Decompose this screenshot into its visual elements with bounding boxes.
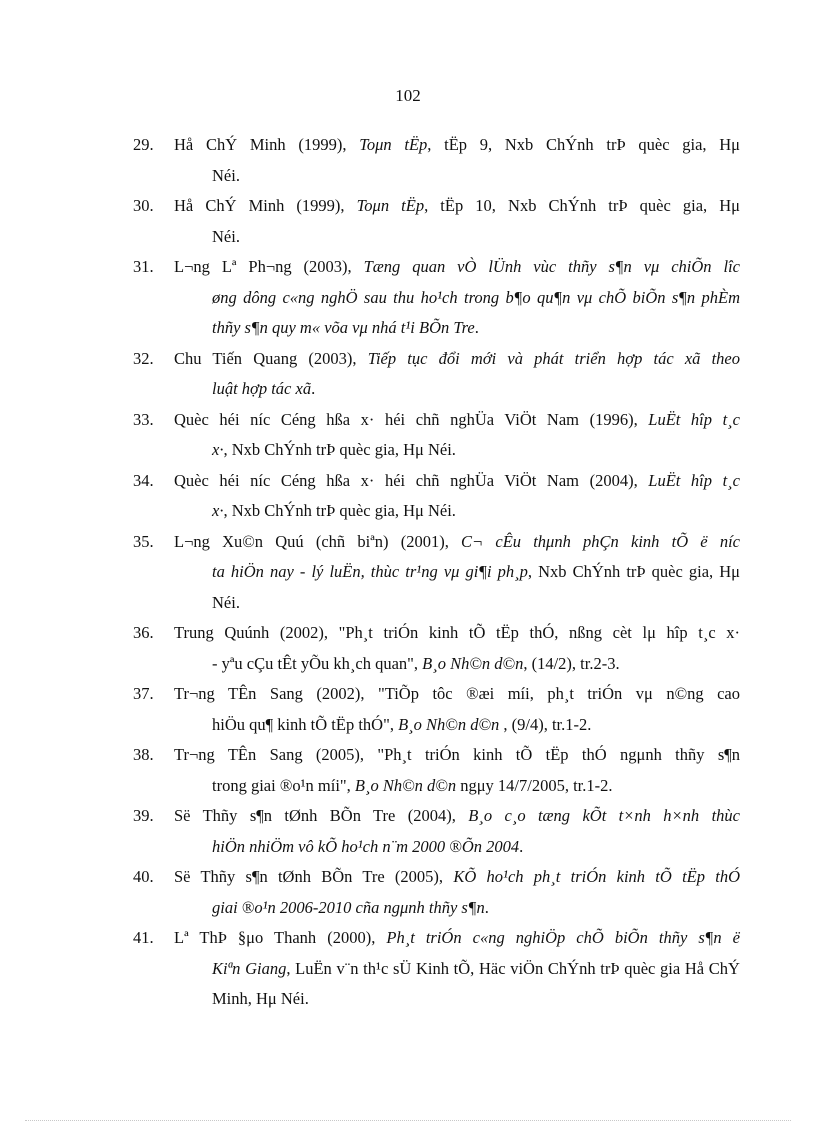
reference-continuation [174,496,740,527]
reference-text [174,405,740,466]
reference-first-line [174,191,740,222]
reference-number: 29. [133,135,154,154]
reference-item [133,618,740,679]
reference-text [174,740,740,801]
reference-segment: Quèc héi níc Céng hßa x· héi chñ nghÜa ViÖt Nam (1996), [174,409,649,429]
reference-segment: C¬ cÊu thμnh phÇn kinh tÕ ë níc [461,531,740,551]
reference-segment: Toμn tËp [359,135,428,154]
reference-continuation [174,161,740,192]
reference-item [133,862,740,923]
reference-first-line [174,862,740,893]
reference-number: 40. [133,867,154,886]
reference-text [174,679,740,740]
reference-continuation [174,832,740,863]
reference-segment: Së Thñy s¶n tØnh BÕn Tre (2004), [174,806,469,825]
reference-number: 39. [133,806,154,825]
reference-segment: , Nxb ChÝnh trÞ quèc gia, Hμ Néi. [212,562,740,612]
reference-segment: . [474,318,479,337]
reference-segment: Hå ChÝ Minh (1999), [174,196,357,215]
reference-segment: B¸o Nh©n d©n [422,653,524,673]
reference-segment: L¬ng Xu©n Quú (chñ biªn) (2001), [174,531,462,551]
reference-segment: - yªu cÇu tÊt yÕu kh¸ch quan", [212,653,423,673]
reference-item [133,130,740,191]
reference-segment: Néi. [212,165,240,185]
reference-segment: x· [212,440,224,459]
reference-segment: hiÖn nhiÖm vô kÕ ho¹ch n¨m 2000 ®Õn 2004 [212,836,520,856]
reference-segment: ngμy 14/7/2005, tr.1-2. [456,775,613,795]
reference-first-line [174,344,740,375]
reference-segment: B¸o Nh©n d©n [354,775,457,795]
reference-item [133,740,740,801]
reference-first-line [174,923,740,954]
reference-number: 37. [133,684,154,703]
reference-list [133,130,740,1015]
reference-segment: L¬ng Lª Ph¬ng (2003), [174,257,364,276]
reference-item [133,801,740,862]
reference-first-line [174,679,740,710]
page-number: 102 [395,86,421,105]
reference-number: 35. [133,531,154,551]
reference-number: 36. [133,623,154,642]
reference-continuation [174,374,740,405]
reference-continuation [174,710,740,741]
reference-first-line [174,130,740,161]
reference-continuation [174,557,740,618]
reference-segment: , Nxb ChÝnh trÞ quèc gia, Hμ Néi. [223,501,456,520]
reference-segment: Ph¸t triÓn c«ng nghiÖp chÕ biÕn thñy s¶n ë [386,928,741,947]
reference-number: 30. [133,196,154,215]
reference-first-line [174,466,740,497]
reference-item [133,679,740,740]
reference-continuation [174,771,740,802]
reference-continuation [174,893,740,924]
reference-segment: , tËp 10, Nxb ChÝnh trÞ quèc gia, Hμ [424,196,741,215]
reference-item [133,344,740,405]
reference-segment: . [484,897,489,917]
reference-number: 33. [133,409,154,429]
reference-text [174,252,740,344]
reference-segment: . [311,379,316,398]
reference-first-line [174,618,740,649]
reference-segment: trong giai ®o¹n míi", [212,775,355,795]
reference-continuation [174,283,740,344]
reference-text [174,466,740,527]
reference-first-line [174,405,740,436]
reference-item [133,191,740,252]
reference-segment: , (14/2), tr.2-3. [523,653,620,673]
reference-text [174,801,740,862]
reference-segment: Trung Quúnh (2002), "Ph¸t triÓn kinh tÕ tËp thÓ, nßng cèt lμ hîp t¸c x· [174,623,740,642]
reference-first-line [174,740,740,771]
reference-item [133,252,740,344]
reference-segment: LuËt hîp t¸c [648,470,740,490]
reference-segment: Tæng quan vÒ lÜnh vùc thñy s¶n vμ chiÕn lîc [363,257,740,276]
reference-segment: Hå ChÝ Minh (1999), [174,135,360,154]
reference-item [133,466,740,527]
reference-item [133,405,740,466]
reference-text [174,862,740,923]
reference-first-line [174,252,740,283]
reference-number: 32. [133,348,154,368]
reference-segment: KÕ ho¹ch ph¸t triÓn kinh tÕ tËp thÓ [453,867,740,886]
reference-number: 34. [133,470,154,490]
reference-segment: . [519,836,524,856]
reference-item [133,923,740,1015]
reference-text [174,344,740,405]
reference-text [174,527,740,619]
reference-segment: , tËp 9, Nxb ChÝnh trÞ quèc gia, Hμ [427,135,741,154]
reference-segment: hiÖu qu¶ kinh tÕ tËp thÓ", [212,714,399,734]
reference-continuation [174,649,740,680]
reference-segment: Lª ThÞ §μo Thanh (2000), [174,928,387,947]
reference-continuation [174,222,740,253]
reference-segment: Së Thñy s¶n tØnh BÕn Tre (2005), [174,867,454,886]
reference-segment: x· [212,501,224,520]
reference-segment: Tr¬ng TÊn Sang (2005), "Ph¸t triÓn kinh tÕ tËp thÓ ngμnh thñy s¶n [174,745,740,764]
reference-number: 38. [133,745,154,764]
reference-segment: , LuËn v¨n th¹c sÜ Kinh tÕ, Häc viÖn ChÝnh trÞ quèc gia Hå ChÝ Minh, Hμ Néi. [212,958,740,1008]
reference-number: 41. [133,928,154,947]
reference-segment: giai ®o¹n 2006-2010 cña ngμnh thñy s¶n [212,897,485,917]
reference-text [174,130,740,191]
reference-text [174,923,740,1015]
reference-first-line [174,801,740,832]
reference-segment: Néi. [212,226,240,246]
reference-segment: B¸o c¸o tæng kÕt t×nh h×nh thùc [468,806,740,825]
reference-segment: Tr¬ng TÊn Sang (2002), "TiÕp tôc ®æi míi, ph¸t triÓn vμ n©ng cao [174,684,740,703]
reference-continuation [174,435,740,466]
reference-segment: Tiếp tục đổi mới và phát triển hợp tác xã theo [367,348,740,368]
reference-segment: øng dông c«ng nghÖ sau thu ho¹ch trong b¶o qu¶n vμ chÕ biÕn s¶n phÈm thñy s¶n quy m« võa vμ nhá t¹i BÕn Tre [212,287,740,337]
reference-segment: B¸o Nh©n d©n [398,714,500,734]
reference-continuation [174,954,740,1015]
reference-segment: Chu Tiến Quang (2003), [174,348,368,368]
reference-segment: luật hợp tác xã [212,379,312,398]
reference-segment: , Nxb ChÝnh trÞ quèc gia, Hμ Néi. [223,440,456,459]
reference-segment: Kiªn Giang [212,958,287,978]
reference-text [174,191,740,252]
reference-segment: LuËt hîp t¸c [648,409,740,429]
reference-number: 31. [133,257,154,276]
reference-segment: Quèc héi níc Céng hßa x· héi chñ nghÜa ViÖt Nam (2004), [174,470,649,490]
page-bottom-divider [25,1120,791,1121]
reference-segment: , (9/4), tr.1-2. [499,714,592,734]
reference-item [133,527,740,619]
reference-text [174,618,740,679]
reference-segment: Toμn tËp [356,196,425,215]
reference-first-line [174,527,740,558]
reference-segment: ta hiÖn nay - lý luËn, thùc tr¹ng vμ gi¶i ph¸p [212,562,528,581]
